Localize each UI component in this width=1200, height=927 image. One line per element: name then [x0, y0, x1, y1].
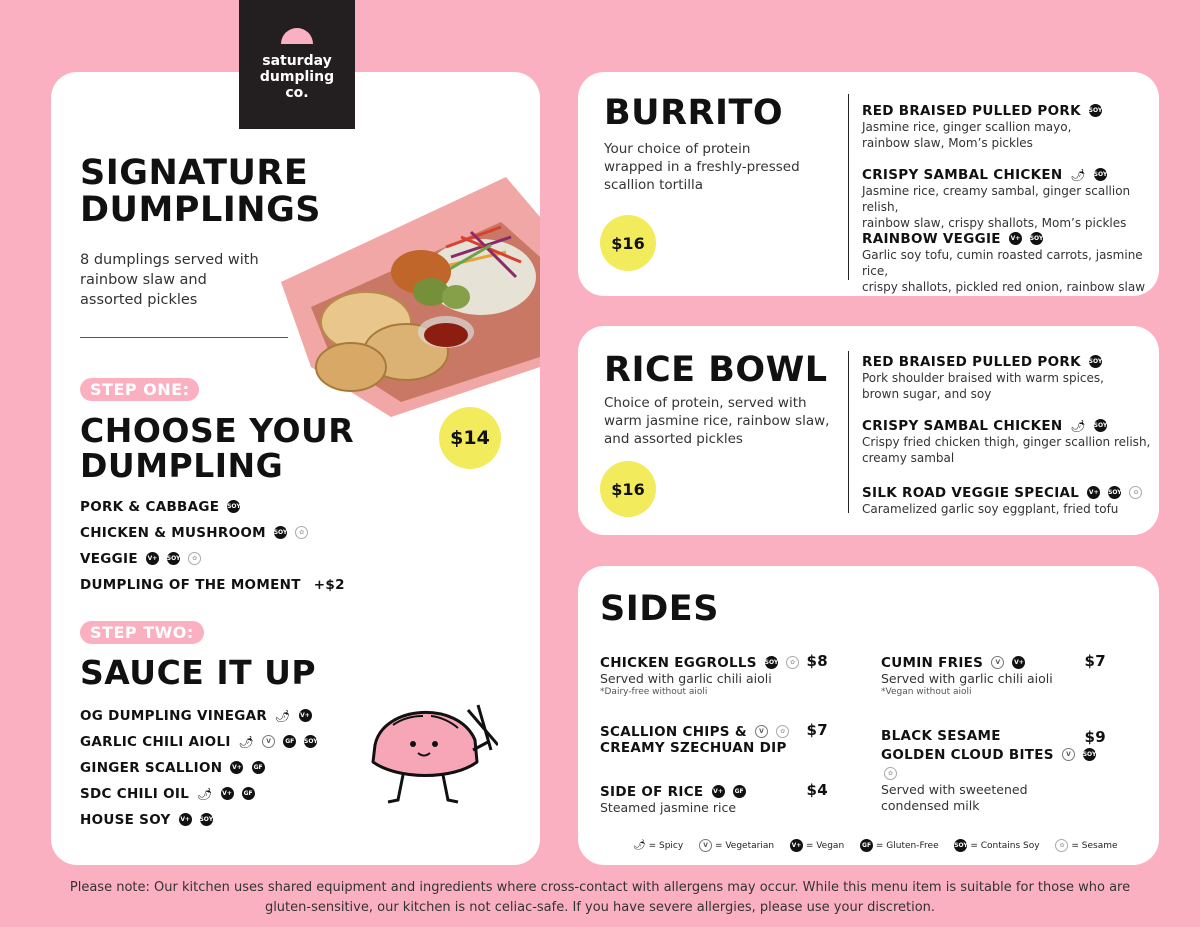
rice-bowl-description: Choice of protein, served with warm jasmine rice, rainbow slaw, and assorted pickles: [604, 395, 830, 447]
list-item: CUMIN FRIES V V+ $7 Served with garlic chili aioli *Vegan without aioli: [881, 652, 1106, 697]
logo-arc: [281, 28, 313, 44]
soy-icon: SOY: [304, 735, 317, 748]
gluten-free-icon: GF: [733, 785, 746, 798]
list-item: RAINBOW VEGGIE V+ SOY Garlic soy tofu, cumin roasted carrots, jasmine rice, crispy shallots, pickled red onion, rainbow slaw: [862, 231, 1146, 294]
list-item: RED BRAISED PULLED PORK SOY Jasmine rice, ginger scallion mayo, rainbow slaw, Mom’s pickles: [862, 103, 1103, 150]
burrito-description: Your choice of protein wrapped in a freshly-pressed scallion tortilla: [604, 141, 800, 193]
rice-bowl-title: RICE BOWL: [604, 350, 828, 390]
rice-bowl-price: $16: [600, 461, 656, 517]
vegan-icon: V+: [790, 839, 803, 852]
list-item: PORK & CABBAGE SOY: [80, 499, 241, 515]
list-item: BLACK SESAME $9 GOLDEN CLOUD BITES V SOY ✿ Served with sweetened condensed milk: [881, 728, 1106, 813]
divider: [848, 351, 849, 513]
vegetarian-icon: V: [991, 656, 1004, 669]
soy-icon: SOY: [765, 656, 778, 669]
signature-price: $14: [439, 407, 501, 469]
vegan-icon: V+: [1012, 656, 1025, 669]
list-item: SCALLION CHIPS & V ✿ $7 CREAMY SZECHUAN DIP: [600, 721, 828, 756]
soy-icon: SOY: [274, 526, 287, 539]
burrito-card: [578, 72, 1159, 296]
sauce-options: [80, 705, 317, 835]
gluten-free-icon: GF: [283, 735, 296, 748]
chili-icon: 🌶: [197, 786, 213, 801]
burrito-title: BURRITO: [604, 93, 784, 133]
soy-icon: SOY: [1030, 232, 1043, 245]
step-two-label: STEP TWO:: [80, 621, 204, 644]
choose-dumpling-title: CHOOSE YOUR DUMPLING: [80, 411, 355, 485]
brand-logo: [239, 0, 355, 129]
sauce-title: SAUCE IT UP: [80, 653, 317, 692]
signature-title: SIGNATURE DUMPLINGS: [80, 153, 322, 230]
chili-icon: 🌶: [1070, 418, 1086, 433]
sides-card: [578, 566, 1159, 865]
sesame-icon: ✿: [786, 656, 799, 669]
dumpling-mascot-icon: [363, 700, 498, 810]
allergen-note: Please note: Our kitchen uses shared equipment and ingredients where cross-contact with allergens may occur. While this menu item is suitable for those who are gluten-sensitive, our kitchen is not celiac-safe. If you have severe allergies, please use your discretion.: [69, 880, 1131, 915]
dumpling-options: [80, 496, 345, 600]
list-item: RED BRAISED PULLED PORK SOY Pork shoulder braised with warm spices, brown sugar, and soy: [862, 354, 1104, 401]
sesame-icon: ✿: [295, 526, 308, 539]
vegan-icon: V+: [179, 813, 192, 826]
sesame-icon: ✿: [1055, 839, 1068, 852]
chili-icon: 🌶: [1070, 167, 1086, 182]
sides-left-column: [600, 652, 830, 821]
vegan-icon: V+: [230, 761, 243, 774]
list-item: VEGGIE V+ SOY ✿: [80, 548, 345, 574]
burrito-items: [862, 100, 1152, 294]
vegetarian-icon: V: [1062, 748, 1075, 761]
vegan-icon: V+: [1087, 486, 1100, 499]
list-item: HOUSE SOY V+ SOY: [80, 812, 214, 828]
vegetarian-icon: V: [262, 735, 275, 748]
sesame-icon: ✿: [776, 725, 789, 738]
soy-icon: SOY: [1094, 168, 1107, 181]
soy-icon: SOY: [200, 813, 213, 826]
soy-icon: SOY: [1108, 486, 1121, 499]
chili-icon: 🌶: [238, 734, 255, 749]
list-item: CRISPY SAMBAL CHICKEN 🌶 SOY Jasmine rice, creamy sambal, ginger scallion relish, rainbow slaw, crispy shallots, Mom’s pickles: [862, 167, 1131, 230]
list-item: GINGER SCALLION V+ GF: [80, 760, 263, 776]
soy-icon: SOY: [1089, 104, 1102, 117]
list-item: GARLIC CHILI AIOLI 🌶 V GF SOY: [80, 734, 318, 750]
rice-bowl-items: [862, 351, 1152, 522]
soy-icon: SOY: [1089, 355, 1102, 368]
sides-right-column: [881, 652, 1106, 813]
list-item: CRISPY SAMBAL CHICKEN 🌶 SOY Crispy fried chicken thigh, ginger scallion relish, creamy sambal: [862, 418, 1151, 465]
soy-icon: SOY: [954, 839, 967, 852]
soy-icon: SOY: [227, 500, 240, 513]
gluten-free-icon: GF: [860, 839, 873, 852]
vegetarian-icon: V: [699, 839, 712, 852]
divider: [848, 94, 849, 280]
chili-icon: 🌶: [633, 840, 646, 851]
chili-icon: 🌶: [275, 708, 291, 723]
gluten-free-icon: GF: [252, 761, 265, 774]
list-item: DUMPLING OF THE MOMENT +$2: [80, 577, 345, 593]
vegan-icon: V+: [712, 785, 725, 798]
vegan-icon: V+: [221, 787, 234, 800]
brand-name: saturday dumpling co.: [259, 53, 335, 101]
divider: [80, 337, 288, 338]
legend: 🌶 = Spicy V = Vegetarian V+ = Vegan GF = Gluten-Free SOY = Contains Soy ✿ = Sesame: [633, 840, 1118, 851]
sesame-icon: ✿: [188, 552, 201, 565]
burrito-price: $16: [600, 215, 656, 271]
soy-icon: SOY: [1083, 748, 1096, 761]
sesame-icon: ✿: [1129, 486, 1142, 499]
list-item: CHICKEN & MUSHROOM SOY ✿: [80, 522, 345, 548]
list-item: SIDE OF RICE V+ GF $4 Steamed jasmine rice: [600, 781, 828, 815]
signature-description: 8 dumplings served with rainbow slaw and assorted pickles: [80, 252, 259, 308]
sides-title: SIDES: [600, 589, 719, 629]
signature-dumplings-card: [51, 72, 540, 865]
vegan-icon: V+: [1009, 232, 1022, 245]
list-item: SILK ROAD VEGGIE SPECIAL V+ SOY ✿ Caramelized garlic soy eggplant, fried tofu: [862, 482, 1152, 522]
sesame-icon: ✿: [884, 767, 897, 780]
list-item: CHICKEN EGGROLLS SOY ✿ $8 Served with garlic chili aioli *Dairy-free without aioli: [600, 652, 828, 697]
list-item: SDC CHILI OIL 🌶 V+ GF: [80, 786, 253, 802]
soy-icon: SOY: [1094, 419, 1107, 432]
rice-bowl-card: [578, 326, 1159, 535]
dumpling-basket-photo: [271, 167, 540, 422]
gluten-free-icon: GF: [242, 787, 255, 800]
soy-icon: SOY: [167, 552, 180, 565]
step-one-label: STEP ONE:: [80, 378, 199, 401]
vegetarian-icon: V: [755, 725, 768, 738]
list-item: OG DUMPLING VINEGAR 🌶 V+: [80, 708, 310, 724]
vegan-icon: V+: [299, 709, 312, 722]
vegan-icon: V+: [146, 552, 159, 565]
